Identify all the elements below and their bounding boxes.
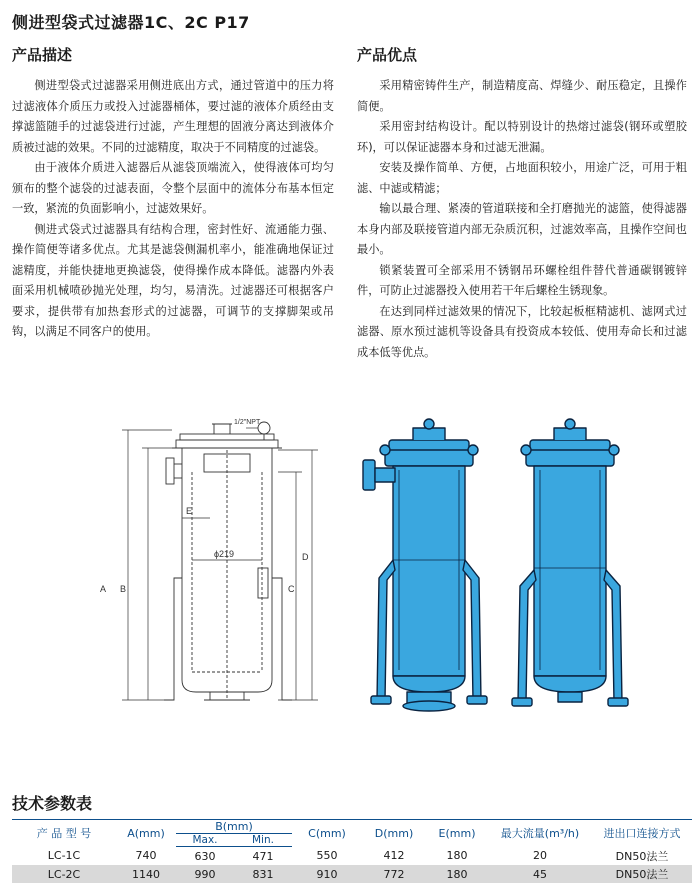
advantage-paragraph: 采用精密铸件生产，制造精度高、焊缝少、耐压稳定，且操作简便。	[357, 79, 687, 113]
cell-a: 740	[135, 849, 157, 863]
dimension-c-label: C	[288, 584, 295, 594]
cell-c: 910	[292, 865, 362, 883]
dimension-e-label: E	[186, 506, 193, 516]
cell-model: LC-1C	[47, 849, 81, 863]
cell-b-min: 831	[234, 865, 292, 883]
cell-e: 180	[426, 865, 488, 883]
cell-flow: 20	[533, 849, 547, 863]
description-paragraph: 由于液体介质进入滤器后从滤袋顶端流入，使得液体可均匀颁布的整个滤袋的过滤表面，令整个层面中的流体分布基本恒定一致，紧流的负面影响小，过滤效果好。	[12, 161, 334, 215]
cell-flow: 45	[488, 865, 592, 883]
advantage-paragraph: 安装及操作简单、方便，占地面积较小，用途广泛，可用于粗滤、中滤或精滤；	[357, 161, 687, 195]
header-e: E(mm)	[426, 820, 488, 847]
cell-e: 180	[446, 849, 468, 863]
cell-c: 550	[316, 849, 338, 863]
cell-d: 412	[383, 849, 405, 863]
header-b-max: Max.	[176, 834, 234, 847]
header-model: 产 品 型 号	[12, 820, 116, 847]
cell-b-min: 471	[252, 849, 274, 863]
filter-vessel-illustration-2	[510, 410, 630, 720]
header-b-min: Min.	[234, 834, 292, 847]
spec-table-title: 技术参数表	[12, 794, 93, 813]
cell-a: 1140	[116, 865, 176, 883]
cell-connection: DN50法兰	[615, 849, 669, 863]
cell-model: LC-2C	[12, 865, 116, 883]
diameter-label: ϕ219	[214, 549, 235, 559]
cell-connection: DN50法兰	[592, 865, 692, 883]
page-title: 侧进型袋式过滤器1C、2C P17	[12, 13, 250, 32]
header-connection: 进出口连接方式	[592, 820, 692, 847]
description-text	[12, 76, 334, 343]
header-c: C(mm)	[292, 820, 362, 847]
advantage-paragraph: 输以最合理、紧凑的管道联接和全打磨抛光的滤篮，使得滤器本身内部及联接管道内部无杂质沉积，过滤效率高，且操作空间也最小。	[357, 202, 687, 256]
cell-b-max: 630	[194, 849, 216, 863]
header-flow: 最大流量(m³/h)	[488, 820, 592, 847]
cell-b-max: 990	[176, 865, 234, 883]
filter-vessel-illustration-1	[355, 410, 495, 720]
header-a: A(mm)	[116, 820, 176, 847]
dimension-a-label: A	[100, 584, 107, 594]
description-paragraph: 侧进式袋式过滤器具有结构合理，密封性好、流通能力强、操作简便等诸多优点。尤其是滤袋侧漏机率小，能准确地保证过滤精度，并能快捷地更换滤袋，使得操作成本降低。滤器内外表面采用机械喷砂抛光处理，均匀，易清洗。过滤器还可根据客户要求，提供带有加热套形式的过滤器，可调节的支撑脚架或吊钩，以满足不同客户的使用。	[12, 222, 334, 338]
description-heading: 产品描述	[12, 46, 73, 64]
description-paragraph: 侧进型袋式过滤器采用侧进底出方式，通过管道中的压力将过滤液体介质压力或投入过滤器桶体，要过滤的液体介质经由支撑滤篮随手的过滤袋进行过滤，产生理想的固液分离达到液体介质被过滤的效果。不同的过滤精度，取决于不同精度的过滤袋。	[12, 79, 334, 154]
advantage-paragraph: 锁紧装置可全部采用不锈钢吊环螺栓组件替代普通碳钢镀锌件，可防止过滤器投入使用若干年后螺栓生锈现象。	[357, 263, 687, 297]
dimension-d-label: D	[302, 552, 309, 562]
header-b: B(mm)	[176, 820, 292, 834]
dimension-b-label: B	[120, 584, 127, 594]
cell-d: 772	[362, 865, 426, 883]
table-row	[12, 865, 692, 883]
table-row	[12, 847, 692, 866]
header-d: D(mm)	[362, 820, 426, 847]
advantage-paragraph: 在达到同样过滤效果的情况下，比较起板框精滤机、滤网式过滤器、原水预过滤机等设备具有投资成本较低、使用寿命长和过滤成本低等优点。	[357, 304, 687, 359]
advantages-heading: 产品优点	[357, 46, 418, 64]
npt-label: 1/2"NPT	[234, 419, 261, 426]
spec-table	[12, 819, 692, 883]
advantage-paragraph: 采用密封结构设计。配以特别设计的热熔过滤袋(钢环或塑胶环)，可以保证滤器本身和过滤无泄漏。	[357, 120, 687, 154]
dimension-drawing	[92, 410, 322, 720]
advantages-text	[357, 76, 687, 363]
